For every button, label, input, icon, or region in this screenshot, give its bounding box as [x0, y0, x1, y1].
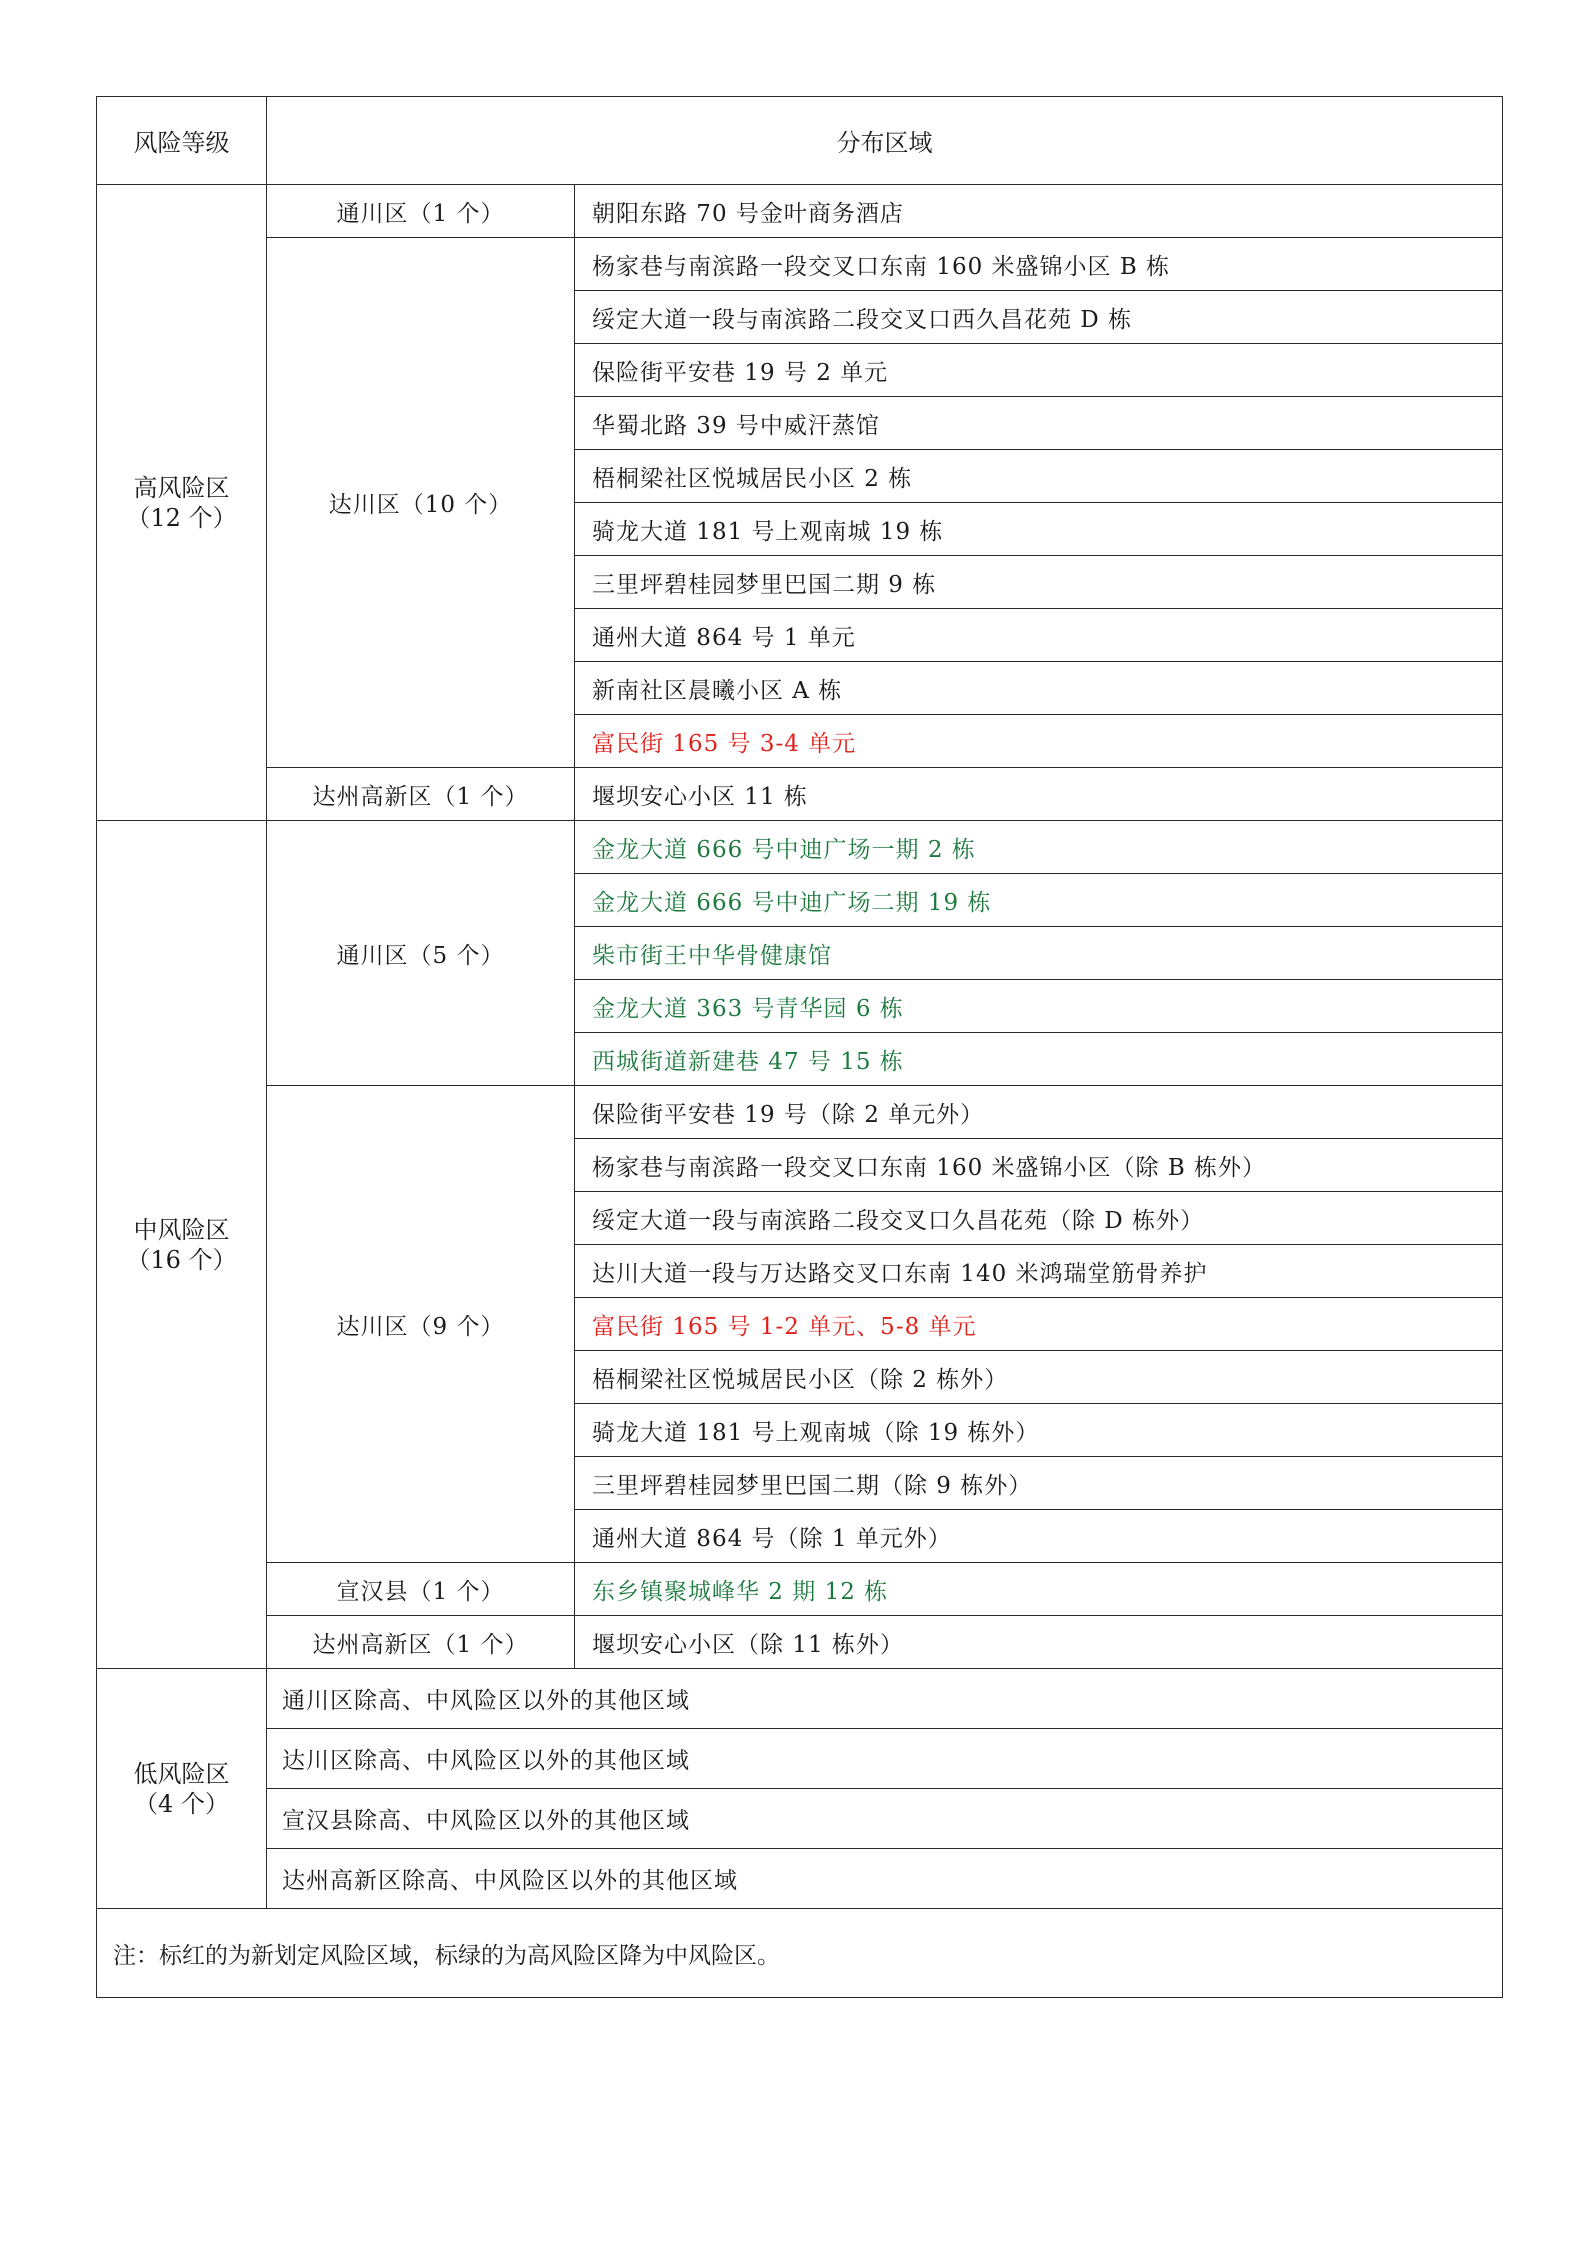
district-cell: 达州高新区（1 个） [267, 1616, 575, 1669]
area-cell: 梧桐梁社区悦城居民小区（除 2 栋外） [575, 1351, 1503, 1404]
district-cell: 通川区（5 个） [267, 821, 575, 1086]
area-cell: 通州大道 864 号（除 1 单元外） [575, 1510, 1503, 1563]
area-cell: 金龙大道 666 号中迪广场二期 19 栋 [575, 874, 1503, 927]
low-risk-area-cell: 达川区除高、中风险区以外的其他区域 [267, 1729, 1503, 1789]
low-risk-level-cell [97, 1669, 267, 1909]
high-risk-level-cell [97, 185, 267, 821]
area-cell: 骑龙大道 181 号上观南城（除 19 栋外） [575, 1404, 1503, 1457]
area-cell: 骑龙大道 181 号上观南城 19 栋 [575, 503, 1503, 556]
area-cell: 富民街 165 号 3-4 单元 [575, 715, 1503, 768]
table-row [97, 238, 1503, 291]
district-cell: 达川区（9 个） [267, 1086, 575, 1563]
area-cell: 保险街平安巷 19 号（除 2 单元外） [575, 1086, 1503, 1139]
low-risk-area-cell: 通川区除高、中风险区以外的其他区域 [267, 1669, 1503, 1729]
low-risk-area-cell: 达州高新区除高、中风险区以外的其他区域 [267, 1849, 1503, 1909]
table-note: 注：标红的为新划定风险区域，标绿的为高风险区降为中风险区。 [97, 1909, 1503, 1998]
area-cell: 绥定大道一段与南滨路二段交叉口西久昌花苑 D 栋 [575, 291, 1503, 344]
area-cell: 绥定大道一段与南滨路二段交叉口久昌花苑（除 D 栋外） [575, 1192, 1503, 1245]
area-cell: 通州大道 864 号 1 单元 [575, 609, 1503, 662]
area-cell: 东乡镇聚城峰华 2 期 12 栋 [575, 1563, 1503, 1616]
table-row [97, 185, 1503, 238]
medium-risk-count: （16 个） [126, 1245, 237, 1274]
area-cell: 梧桐梁社区悦城居民小区 2 栋 [575, 450, 1503, 503]
low-risk-area-cell: 宣汉县除高、中风险区以外的其他区域 [267, 1789, 1503, 1849]
table-row [97, 768, 1503, 821]
area-cell: 柴市街王中华骨健康馆 [575, 927, 1503, 980]
table-header-row [97, 97, 1503, 185]
high-risk-count: （12 个） [126, 503, 237, 532]
table-row [97, 1849, 1503, 1909]
area-cell: 新南社区晨曦小区 A 栋 [575, 662, 1503, 715]
area-cell: 华蜀北路 39 号中威汗蒸馆 [575, 397, 1503, 450]
table-row [97, 1086, 1503, 1139]
area-cell: 三里坪碧桂园梦里巴国二期 9 栋 [575, 556, 1503, 609]
area-cell: 富民街 165 号 1-2 单元、5-8 单元 [575, 1298, 1503, 1351]
header-risk-level: 风险等级 [97, 97, 267, 185]
header-distribution-area: 分布区域 [267, 97, 1503, 185]
area-cell: 金龙大道 666 号中迪广场一期 2 栋 [575, 821, 1503, 874]
low-risk-count: （4 个） [134, 1789, 229, 1818]
table-row [97, 1789, 1503, 1849]
area-cell: 朝阳东路 70 号金叶商务酒店 [575, 185, 1503, 238]
area-cell: 杨家巷与南滨路一段交叉口东南 160 米盛锦小区（除 B 栋外） [575, 1139, 1503, 1192]
high-risk-label: 高风险区 [133, 473, 230, 502]
area-cell: 西城街道新建巷 47 号 15 栋 [575, 1033, 1503, 1086]
table-row [97, 821, 1503, 874]
risk-area-table [96, 96, 1503, 1998]
area-cell: 堰坝安心小区 11 栋 [575, 768, 1503, 821]
district-cell: 达川区（10 个） [267, 238, 575, 768]
area-cell: 保险街平安巷 19 号 2 单元 [575, 344, 1503, 397]
area-cell: 杨家巷与南滨路一段交叉口东南 160 米盛锦小区 B 栋 [575, 238, 1503, 291]
district-cell: 达州高新区（1 个） [267, 768, 575, 821]
area-cell: 达川大道一段与万达路交叉口东南 140 米鸿瑞堂筋骨养护 [575, 1245, 1503, 1298]
low-risk-label: 低风险区 [133, 1759, 230, 1788]
district-cell: 宣汉县（1 个） [267, 1563, 575, 1616]
area-cell: 金龙大道 363 号青华园 6 栋 [575, 980, 1503, 1033]
table-row [97, 1563, 1503, 1616]
medium-risk-level-cell [97, 821, 267, 1669]
medium-risk-label: 中风险区 [133, 1215, 230, 1244]
area-cell: 三里坪碧桂园梦里巴国二期（除 9 栋外） [575, 1457, 1503, 1510]
table-row [97, 1616, 1503, 1669]
table-row [97, 1669, 1503, 1729]
area-cell: 堰坝安心小区（除 11 栋外） [575, 1616, 1503, 1669]
district-cell: 通川区（1 个） [267, 185, 575, 238]
note-row [97, 1909, 1503, 1998]
table-row [97, 1729, 1503, 1789]
risk-area-table-body [97, 97, 1503, 1998]
